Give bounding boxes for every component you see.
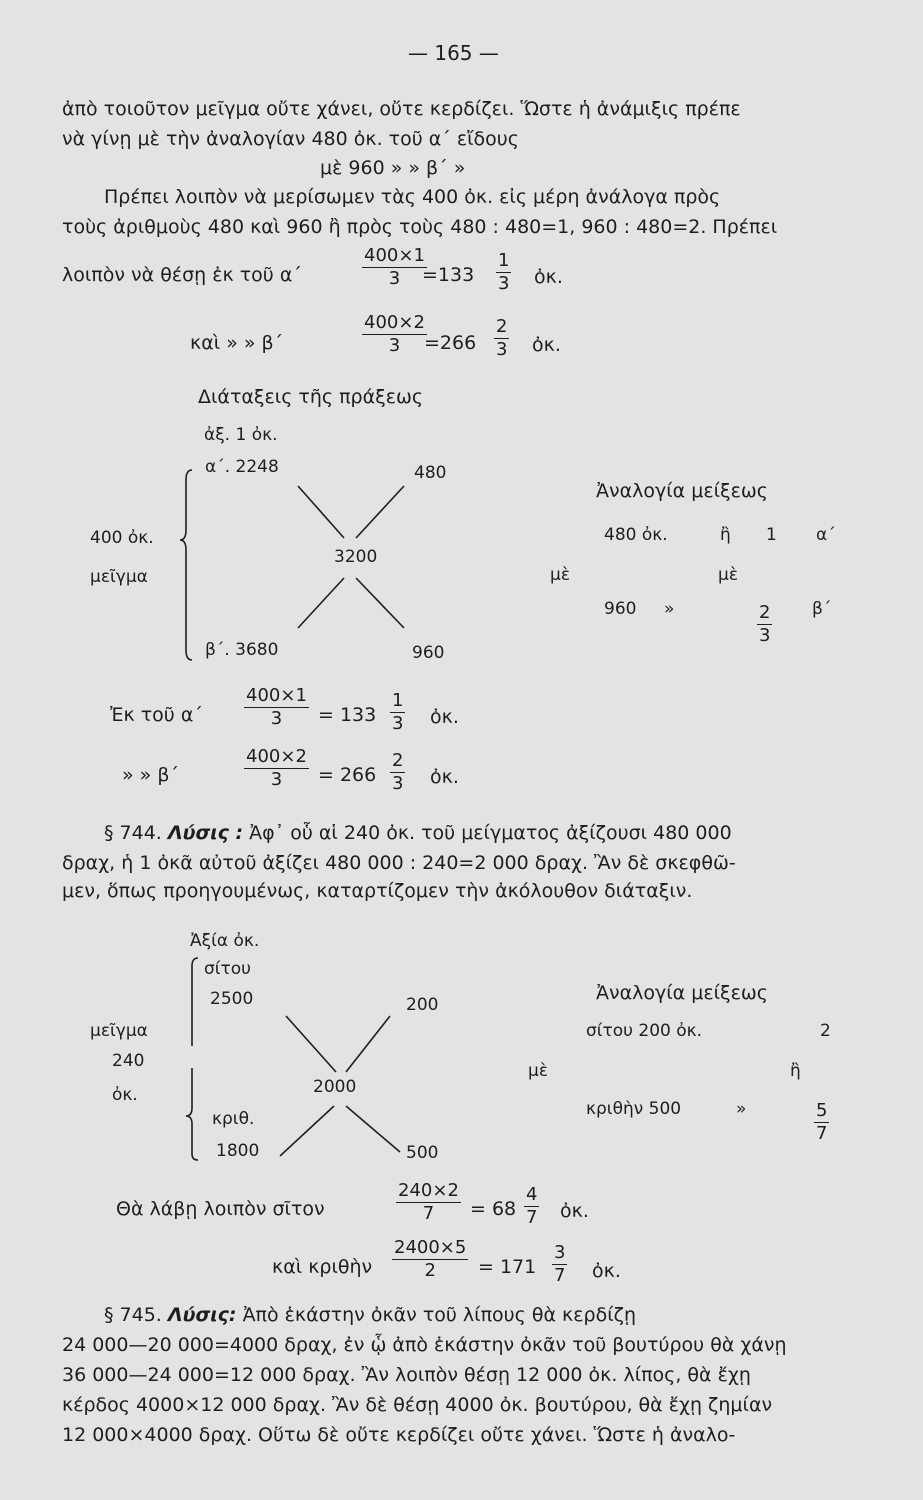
fraction: [757, 602, 772, 647]
fraction: [396, 1180, 461, 1225]
fraction: [496, 250, 511, 295]
component-b-value: 1800: [216, 1141, 260, 1161]
text-line: ὀκ.: [534, 266, 563, 288]
fraction: [392, 1237, 468, 1282]
section-number-text: § 744.: [104, 822, 162, 844]
component-a-value: 2500: [210, 989, 254, 1009]
fraction-numerator: 400×1: [364, 245, 425, 266]
fraction: [362, 245, 427, 290]
ratio-cell: ἢ: [720, 525, 731, 545]
text-line: =133: [422, 264, 475, 286]
fraction-numerator: 4: [526, 1184, 538, 1205]
cross-line: [298, 578, 344, 628]
brace-line: [186, 1068, 198, 1160]
ratio-cell: 1: [766, 525, 777, 545]
text-line: 12 000×4000 δραχ. Οὕτω δὲ οὔτε κερδίζει οὔτε χάνει. Ὥστε ἡ ἀναλο-: [62, 1424, 736, 1446]
component-a-value: α΄. 2248: [205, 457, 279, 477]
fraction: [244, 746, 309, 791]
text-line: = 68: [470, 1198, 517, 1220]
solution-label: Λύσις :: [167, 822, 244, 844]
brace-line: [192, 958, 198, 1046]
fraction-denominator: 2: [424, 1260, 436, 1281]
fraction-denominator: 3: [496, 339, 508, 360]
mixture-label: μεῖγμα: [90, 1021, 148, 1041]
text-line: κέρδος 4000×12 000 δραχ. Ἂν δὲ θέσῃ 4000 ὀκ. βουτύρου, θὰ ἔχῃ ζημίαν: [62, 1394, 773, 1416]
text-line: νὰ γίνῃ μὲ τὴν ἀναλογίαν 480 ὀκ. τοῦ α΄ εἴδους: [62, 128, 519, 150]
ratio-cell: »: [664, 599, 675, 619]
text-line: Πρέπει λοιπὸν νὰ μερίσωμεν τὰς 400 ὀκ. εἰς μέρη ἀνάλογα πρὸς: [104, 186, 721, 208]
fraction-numerator: 2: [759, 602, 771, 623]
cross-line: [356, 486, 404, 538]
cross-line: [298, 486, 344, 538]
component-name: σίτου: [204, 959, 251, 979]
fraction-denominator: 7: [422, 1203, 435, 1224]
cross-line: [346, 1106, 400, 1152]
ratio-cell: ἢ: [790, 1061, 801, 1081]
ratio-cell: β΄: [812, 599, 832, 619]
ratio-cell: 480 ὀκ.: [604, 525, 668, 545]
fraction-denominator: 7: [554, 1265, 566, 1286]
value-label: Ἀξία ὀκ.: [190, 931, 260, 951]
text-line: » » β΄: [122, 764, 179, 786]
fraction: [552, 1242, 567, 1287]
text-line: καὶ » » β΄: [190, 332, 284, 354]
ratio-cell: »: [736, 1099, 747, 1119]
text-line: ὀκ.: [592, 1260, 621, 1282]
fraction-denominator: 7: [816, 1123, 828, 1144]
value-label: ἀξ. 1 ὀκ.: [204, 425, 278, 445]
text-line: =266: [424, 332, 477, 354]
text-line: = 133: [318, 704, 377, 726]
text-line: μεν, ὅπως προηγουμένως, καταρτίζομεν τὴν ἀκόλουθον διάταξιν.: [62, 880, 693, 902]
text-line: = 266: [318, 764, 377, 786]
text-line: μὲ 960 » » β΄ »: [320, 157, 466, 179]
text-line: 24 000—20 000=4000 δραχ, ἐν ᾧ ἀπὸ ἑκάστην ὀκᾶν τοῦ βουτύρου θὰ χάνῃ: [62, 1334, 787, 1356]
ratio-cell: 960: [604, 599, 637, 619]
fraction-numerator: 400×1: [246, 685, 307, 706]
text-line: δραχ, ἡ 1 ὀκᾶ αὐτοῦ ἀξίζει 480 000 : 240=2 000 δραχ. Ἂν δὲ σκεφθῶ-: [62, 852, 736, 874]
text-line: = 171: [478, 1256, 537, 1278]
fraction: [362, 312, 427, 357]
mixture-value: 2000: [313, 1077, 357, 1097]
fraction: [244, 685, 309, 730]
section-number: [104, 1304, 636, 1326]
ratio-cell: μὲ: [718, 565, 739, 585]
fraction: [814, 1100, 829, 1145]
text-line: Ἐκ τοῦ α΄: [110, 704, 203, 726]
fraction-denominator: 3: [392, 713, 404, 734]
fraction-denominator: 3: [388, 268, 401, 289]
fraction-numerator: 2400×5: [394, 1237, 467, 1258]
fraction-denominator: 7: [526, 1207, 538, 1228]
text-line: καὶ κριθὴν: [272, 1256, 373, 1278]
ratio-cell: 2: [820, 1021, 831, 1041]
ratio-cell: σίτου 200 ὀκ.: [586, 1021, 703, 1041]
text-line: ἀπὸ τοιοῦτον μεῖγμα οὔτε χάνει, οὔτε κερδίζει. Ὥστε ἡ ἀνάμιξις πρέπε: [62, 98, 741, 120]
brace-line: [180, 470, 192, 660]
diagram-heading: Διάταξεις τῆς πράξεως: [198, 386, 424, 408]
cross-line: [286, 1016, 336, 1072]
text-line: τοὺς ἀριθμοὺς 480 καὶ 960 ἢ πρὸς τοὺς 480 : 480=1, 960 : 480=2. Πρέπει: [62, 216, 778, 238]
ratio-cell: κριθὴν 500: [586, 1099, 682, 1119]
page-number: — 165 —: [408, 41, 499, 65]
solution-label: Λύσις:: [167, 1304, 237, 1326]
mixture-weight: 240: [112, 1051, 145, 1071]
mixture-value: 3200: [334, 547, 378, 567]
text-line: λοιπὸν νὰ θέσῃ ἐκ τοῦ α΄: [62, 264, 302, 286]
ratio-title: Ἀναλογία μείξεως: [596, 480, 768, 502]
component-b-value: β΄. 3680: [205, 640, 279, 660]
fraction-denominator: 3: [270, 769, 283, 790]
text-line: ὀκ.: [532, 334, 561, 356]
fraction: [390, 690, 405, 735]
fraction-numerator: 2: [392, 750, 404, 771]
cross-line: [346, 1016, 390, 1072]
component-name: κριθ.: [212, 1109, 255, 1129]
text-line: ὀκ.: [430, 706, 459, 728]
bottom-right-value: 960: [412, 643, 445, 663]
fraction-numerator: 3: [554, 1242, 566, 1263]
fraction-denominator: 3: [759, 625, 771, 646]
fraction-denominator: 3: [392, 773, 404, 794]
cross-line: [280, 1106, 334, 1156]
fraction: [390, 750, 405, 795]
text-line: 36 000—24 000=12 000 δραχ. Ἂν λοιπὸν θέσῃ 12 000 ὀκ. λίπος, θὰ ἔχῃ: [62, 1364, 751, 1386]
fraction: [494, 316, 509, 361]
top-right-value: 200: [406, 995, 439, 1015]
fraction-numerator: 400×2: [364, 312, 425, 333]
text-line: ὀκ.: [560, 1200, 589, 1222]
fraction-denominator: 3: [388, 335, 401, 356]
fraction-numerator: 240×2: [398, 1180, 459, 1201]
text-line: Ἀφ᾽ οὗ αἱ 240 ὀκ. τοῦ μείγματος ἀξίζουσι 480 000: [249, 822, 732, 844]
fraction-denominator: 3: [270, 708, 283, 729]
mixture-weight: 400 ὀκ.: [90, 528, 154, 548]
text-line: ὀκ.: [430, 766, 459, 788]
section-number-text: § 745.: [104, 1304, 162, 1326]
section-number: [104, 822, 732, 844]
fraction-numerator: 400×2: [246, 746, 307, 767]
text-line: Θὰ λάβῃ λοιπὸν σῖτον: [116, 1198, 325, 1220]
ratio-cell: μὲ: [528, 1061, 549, 1081]
cross-line: [356, 578, 404, 628]
top-right-value: 480: [414, 463, 447, 483]
fraction-numerator: 1: [392, 690, 404, 711]
ratio-cell: μὲ: [550, 565, 571, 585]
fraction-denominator: 3: [498, 273, 510, 294]
fraction-numerator: 2: [496, 316, 508, 337]
fraction: [524, 1184, 539, 1229]
fraction-numerator: 1: [498, 250, 510, 271]
fraction-numerator: 5: [816, 1100, 828, 1121]
mixture-unit: ὀκ.: [112, 1085, 138, 1105]
ratio-title: Ἀναλογία μείξεως: [596, 982, 768, 1004]
ratio-cell: α΄: [816, 525, 836, 545]
bottom-right-value: 500: [406, 1143, 439, 1163]
text-line: Ἀπὸ ἑκάστην ὀκᾶν τοῦ λίπους θὰ κερδίζῃ: [242, 1304, 636, 1326]
mixture-label: μεῖγμα: [90, 567, 148, 587]
